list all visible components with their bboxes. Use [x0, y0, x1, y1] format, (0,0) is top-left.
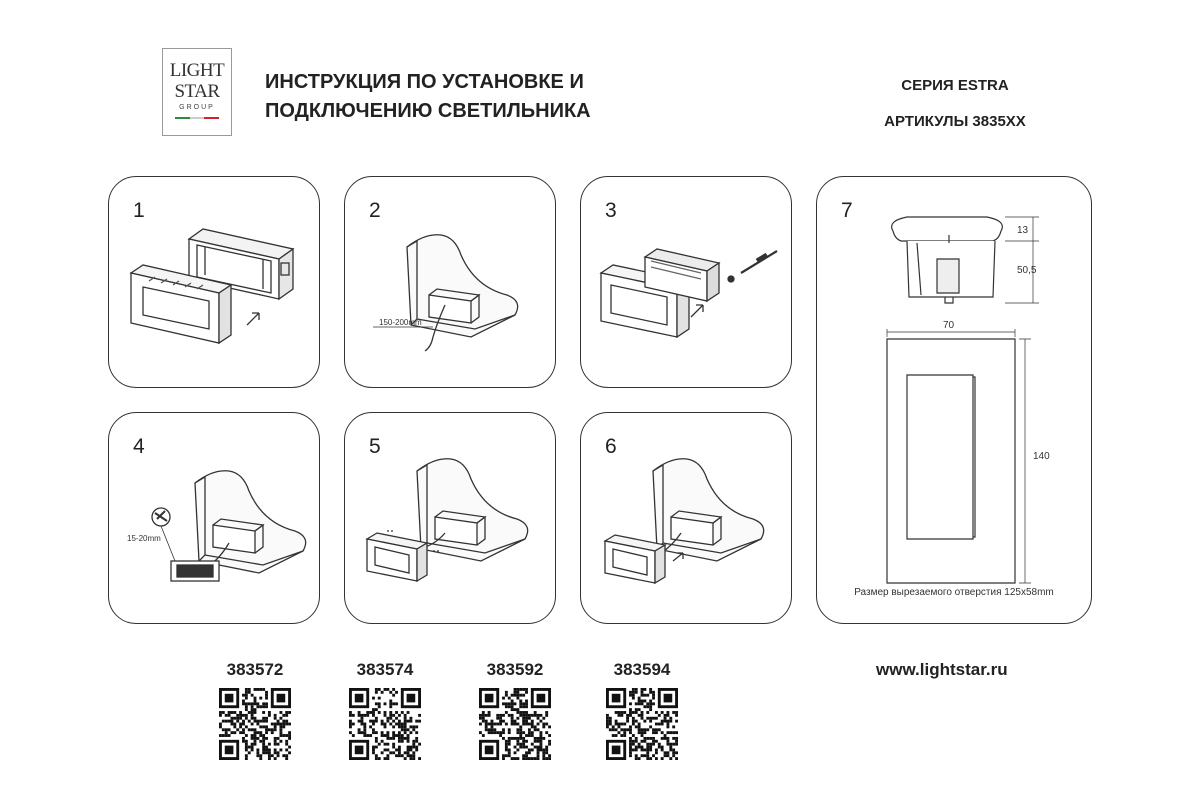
qr-code-3[interactable]	[479, 688, 551, 760]
strip-length-label: 15-20mm	[127, 534, 161, 543]
logo-line-3: GROUP	[179, 104, 215, 111]
step-1-illustration	[109, 177, 321, 389]
cutout-note: Размер вырезаемого отверстия 125x58mm	[854, 587, 1054, 598]
step-panel-3	[580, 176, 792, 388]
dimension-drawing-panel	[816, 176, 1092, 624]
step-number: 2	[369, 199, 381, 222]
step-6-illustration	[581, 413, 793, 625]
italian-flag-stripe	[175, 117, 219, 119]
step-number: 4	[133, 435, 145, 458]
step-number: 7	[841, 199, 853, 222]
step-2-illustration	[345, 177, 557, 389]
product-code-4: 383594	[613, 660, 671, 679]
website-link[interactable]: www.lightstar.ru	[876, 660, 1008, 679]
product-code-3: 383592	[486, 660, 544, 679]
step-number: 3	[605, 199, 617, 222]
series-info	[870, 68, 1040, 140]
dim-length: 140	[1033, 451, 1050, 462]
qr-code-1[interactable]	[219, 688, 291, 760]
step-number: 1	[133, 199, 145, 222]
step-4-illustration	[109, 413, 321, 625]
brand-logo	[162, 48, 232, 136]
dimension-drawing	[817, 177, 1093, 625]
logo-line-1: LIGHT	[169, 60, 225, 81]
step-number: 6	[605, 435, 617, 458]
step-panel-4	[108, 412, 320, 624]
cable-length-label: 150-200mm	[379, 318, 422, 327]
step-panel-1	[108, 176, 320, 388]
series-name: СЕРИЯ ESTRA	[901, 77, 1009, 94]
logo-line-2: STAR	[174, 81, 220, 102]
article-range: АРТИКУЛЫ 3835XX	[884, 113, 1026, 130]
step-3-illustration	[581, 177, 793, 389]
product-code-1: 383572	[226, 660, 284, 679]
step-panel-2	[344, 176, 556, 388]
title-line-1: ИНСТРУКЦИЯ ПО УСТАНОВКЕ И	[265, 71, 584, 93]
step-panel-6	[580, 412, 792, 624]
dim-body-height: 50,5	[1017, 265, 1037, 276]
qr-code-4[interactable]	[606, 688, 678, 760]
dim-cap-height: 13	[1017, 225, 1029, 236]
step-panel-5	[344, 412, 556, 624]
title-line-2: ПОДКЛЮЧЕНИЮ СВЕТИЛЬНИКА	[265, 100, 591, 122]
product-code-2: 383574	[356, 660, 414, 679]
qr-code-2[interactable]	[349, 688, 421, 760]
document-title	[265, 68, 591, 126]
dim-width: 70	[943, 320, 955, 331]
step-number: 5	[369, 435, 381, 458]
step-5-illustration	[345, 413, 557, 625]
